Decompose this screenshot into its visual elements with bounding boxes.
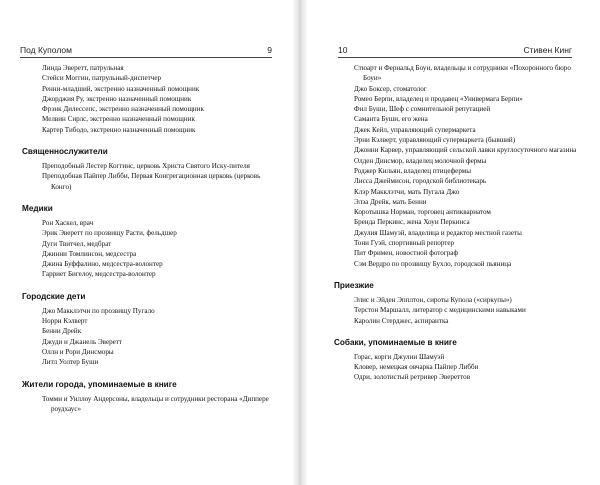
list-item: Ренни-младший, экстренно назначенный помощник (42, 84, 200, 93)
right-page-content (334, 63, 578, 383)
book-gutter (292, 0, 308, 485)
list-item: Клэр Макклэтчи, мать Пугала Джо (354, 187, 460, 196)
right-running-header (338, 45, 572, 58)
list-item: Дуги Твитчел, медбрат (42, 239, 112, 248)
list-item: Джулия Шамуэй, владелица и редактор местной газеты (354, 228, 522, 237)
left-page-content (22, 63, 274, 414)
list-item: Джек Кейл, управляющий супермаркета (354, 125, 476, 134)
list-item: Эрик Эверетт по прозвищу Расти, фельдшер (42, 229, 177, 238)
list-item: Тони Гуэй, спортивный репортер (354, 239, 455, 248)
right-page (308, 0, 600, 485)
list-item: Джина Буффалино, медсестра-волонтер (42, 260, 163, 269)
section-medics (22, 203, 274, 280)
right-page-number: 10 (338, 45, 348, 55)
list-item: Бенни Дрейк (42, 327, 82, 336)
list-item: Преподобный Лестер Коггинс, церковь Христа Святого Иску-пителя (42, 162, 250, 171)
section-visitors (334, 280, 578, 326)
section-heading: Собаки, упоминаемые в книге (334, 337, 457, 347)
list-item: Джинни Томлинсон, медсестра (42, 249, 137, 258)
right-header-title: Стивен Кинг (523, 45, 572, 55)
list-item: Линда Эверетт, патрульная (42, 64, 124, 72)
list-item: Ромео Берпи, владелец и продавец «Универмага Берпи» (354, 94, 523, 103)
list-item: Джуди и Джанель Эверетт (42, 337, 123, 346)
list-item: Картер Тибодо, экстренно назначенный помощник (42, 125, 196, 134)
section-heading: Приезжие (334, 280, 374, 290)
list-item: Фил Буши, Шеф с сомнительной репутацией (354, 105, 491, 114)
list-item: Джо Макклэтчи по прозвищу Пугало (42, 306, 155, 315)
section-dogs (334, 337, 578, 383)
left-intro-list (42, 63, 274, 135)
list-item: Терстон Маршалл, литератор с медицинскими навыками (354, 306, 526, 315)
section-town-residents (22, 379, 274, 415)
list-item: Горас, корги Джулии Шамуэй (354, 352, 445, 361)
left-running-header (20, 45, 272, 58)
list-item: Рон Хаскел, врач (42, 218, 94, 227)
section-clergy (22, 147, 274, 192)
list-item: Одри, золотистый ретривер Эвереттов (354, 373, 471, 382)
list-item: Стейси Моггин, патрульный-диспетчер (42, 74, 162, 83)
section-town-kids (22, 291, 274, 368)
right-intro-list (354, 63, 578, 269)
list-item: Джонни Карвер, управляющий сельской лавки круглосуточного магазина (354, 146, 577, 155)
list-item: Бренда Перкинс, жена Хоуи Перкинса (354, 218, 470, 227)
list-item: Джорджия Ру, экстренно назначенный помощник (42, 94, 192, 103)
list-item: Роджер Кильян, владелец птицефермы (354, 166, 472, 175)
list-item: Коротышка Норман, торговец антиквариатом (354, 208, 491, 217)
left-page (0, 0, 292, 485)
list-item: Джо Боксер, стоматолог (354, 84, 427, 93)
section-heading: Священнослужители (22, 147, 108, 157)
section-heading: Жители города, упоминаемые в книге (22, 379, 177, 389)
list-item: Норри Кэлверт (42, 317, 88, 326)
list-item: Литл Уолтер Буши (42, 358, 99, 367)
list-item: Саманта Буши, его жена (354, 115, 428, 124)
list-item: Каролин Стерджес, аспирантка (354, 316, 449, 325)
list-item: Оллн и Рори Динсморы (42, 347, 114, 356)
list-item: Элис и Эйден Эпплтон, сироты Купола («сиркупы») (354, 295, 512, 304)
list-item: Стюарт и Фернальд Боуи, владельцы и сотрудники «Похоронного бюро Боуи» (354, 64, 571, 83)
list-item: Фрэнк Дилессепс, экстренно назначенный помощник (42, 105, 204, 114)
list-item: Гарриет Бигелоу, медсестра-волонтер (42, 270, 156, 279)
left-header-title: Под Куполом (20, 45, 72, 55)
list-item: Пит Фримен, новостной фотограф (354, 249, 459, 258)
list-item: Лисса Джеймисон, городской библиотекарь (354, 177, 487, 186)
left-page-number: 9 (267, 45, 272, 55)
section-heading: Городские дети (22, 291, 86, 301)
list-item: Кловер, немецкая овчарка Пайпер Либби (354, 363, 479, 372)
list-item: Сэм Вердро по прозвищу Бухло, городской пьяница (354, 259, 512, 268)
list-item: Мелвин Сирлс, экстренно назначенный помощник (42, 115, 195, 124)
section-heading: Медики (22, 203, 53, 213)
list-item: Томми и Уиллоу Андерсоны, владельцы и сотрудники ресторана «Диппере роудхаус» (42, 394, 269, 413)
list-item: Элэа Дрейк, мать Бенни (354, 197, 427, 206)
list-item: Олден Динсмор, владелец молочной фермы (354, 156, 487, 165)
list-item: Эрни Кэлверт, управляющий супермаркета (бывший) (354, 136, 516, 145)
list-item: Преподобная Пайпер Либби, Первая Конгрегационная церковь (церковь Конго) (42, 172, 261, 191)
